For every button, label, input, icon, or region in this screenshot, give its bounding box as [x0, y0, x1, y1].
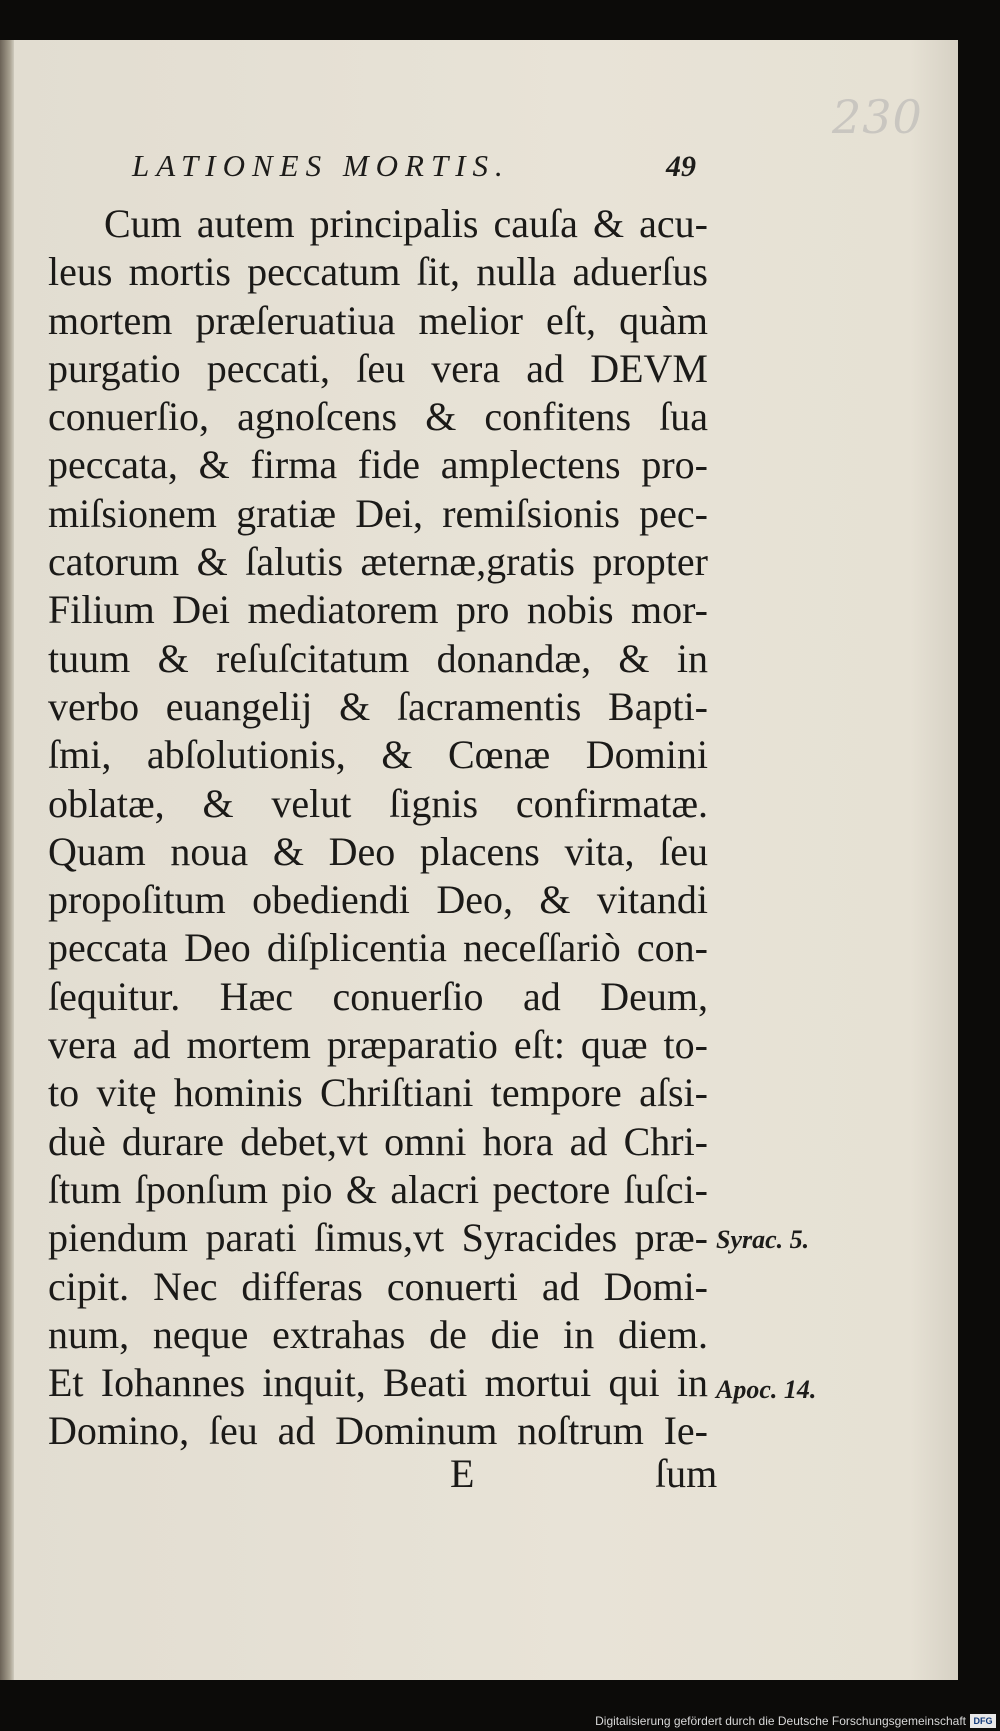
text-line: ſmi, abſolutionis, & Cœnæ Domini: [48, 732, 708, 778]
dfg-logo: DFG: [970, 1714, 996, 1728]
text-line: duè durare debet,vt omni hora ad Chri-: [48, 1118, 708, 1164]
text-line: num, neque extrahas de die in diem.: [48, 1311, 708, 1357]
body-text: [48, 200, 708, 1456]
running-head: LATIONES MORTIS.: [132, 148, 510, 183]
text-line: mortem præſeruatiua melior eſt, quàm: [48, 297, 708, 343]
text-line: catorum & ſalutis æternæ,gratis propter: [48, 539, 708, 585]
text-line: Domino, ſeu ad Dominum noſtrum Ie-: [48, 1408, 708, 1454]
text-line: Cum autem principalis cauſa & acu-: [104, 201, 708, 246]
text-line: miſsionem gratiæ Dei, remiſsionis pec-: [48, 490, 708, 536]
text-line: Filium Dei mediatorem pro nobis mor-: [48, 587, 708, 633]
text-line: ſtum ſponſum pio & alacri pectore ſuſci-: [48, 1166, 708, 1212]
catchword: ſum: [655, 1451, 718, 1496]
digitization-credit: Digitalisierung gefördert durch die Deutsche Forschungsgemeinschaft: [595, 1714, 966, 1728]
marginal-note: Apoc. 14.: [716, 1375, 817, 1404]
footer-bar: [0, 1709, 1000, 1731]
text-line: to vitę hominis Chriſtiani tempore aſsi-: [48, 1070, 708, 1116]
pencil-folio-number: 230: [832, 90, 923, 144]
text-line: purgatio peccati, ſeu vera ad DEVM: [48, 345, 708, 391]
text-line: Et Iohannes inquit, Beati mortui qui in: [48, 1360, 708, 1406]
text-line: conuerſio, agnoſcens & confitens ſua: [48, 394, 708, 440]
text-line: tuum & reſuſcitatum donandæ, & in: [48, 635, 708, 681]
signature-mark: E: [450, 1451, 475, 1496]
text-line: oblatæ, & velut ſignis confirmatæ.: [48, 780, 708, 826]
text-line: ſequitur. Hæc conuerſio ad Deum,: [48, 973, 708, 1019]
text-line: cipit. Nec differas conuerti ad Domi-: [48, 1263, 708, 1309]
text-line: leus mortis peccatum ſit, nulla aduerſus: [48, 249, 708, 295]
marginal-note: Syrac. 5.: [716, 1225, 810, 1254]
text-line: Quam noua & Deo placens vita, ſeu: [48, 828, 708, 874]
book-page: [0, 40, 958, 1680]
text-line: verbo euangelij & ſacramentis Bapti-: [48, 683, 708, 729]
text-line: vera ad mortem præparatio eſt: quæ to-: [48, 1022, 708, 1068]
text-line: peccata, & firma fide amplectens pro-: [48, 442, 708, 488]
page-number: 49: [666, 150, 696, 183]
text-line: piendum parati ſimus,vt Syracides præ-: [48, 1215, 708, 1261]
text-line: peccata Deo diſplicentia neceſſariò con-: [48, 925, 708, 971]
text-line: propoſitum obediendi Deo, & vitandi: [48, 877, 708, 923]
page-gutter: [0, 40, 14, 1680]
